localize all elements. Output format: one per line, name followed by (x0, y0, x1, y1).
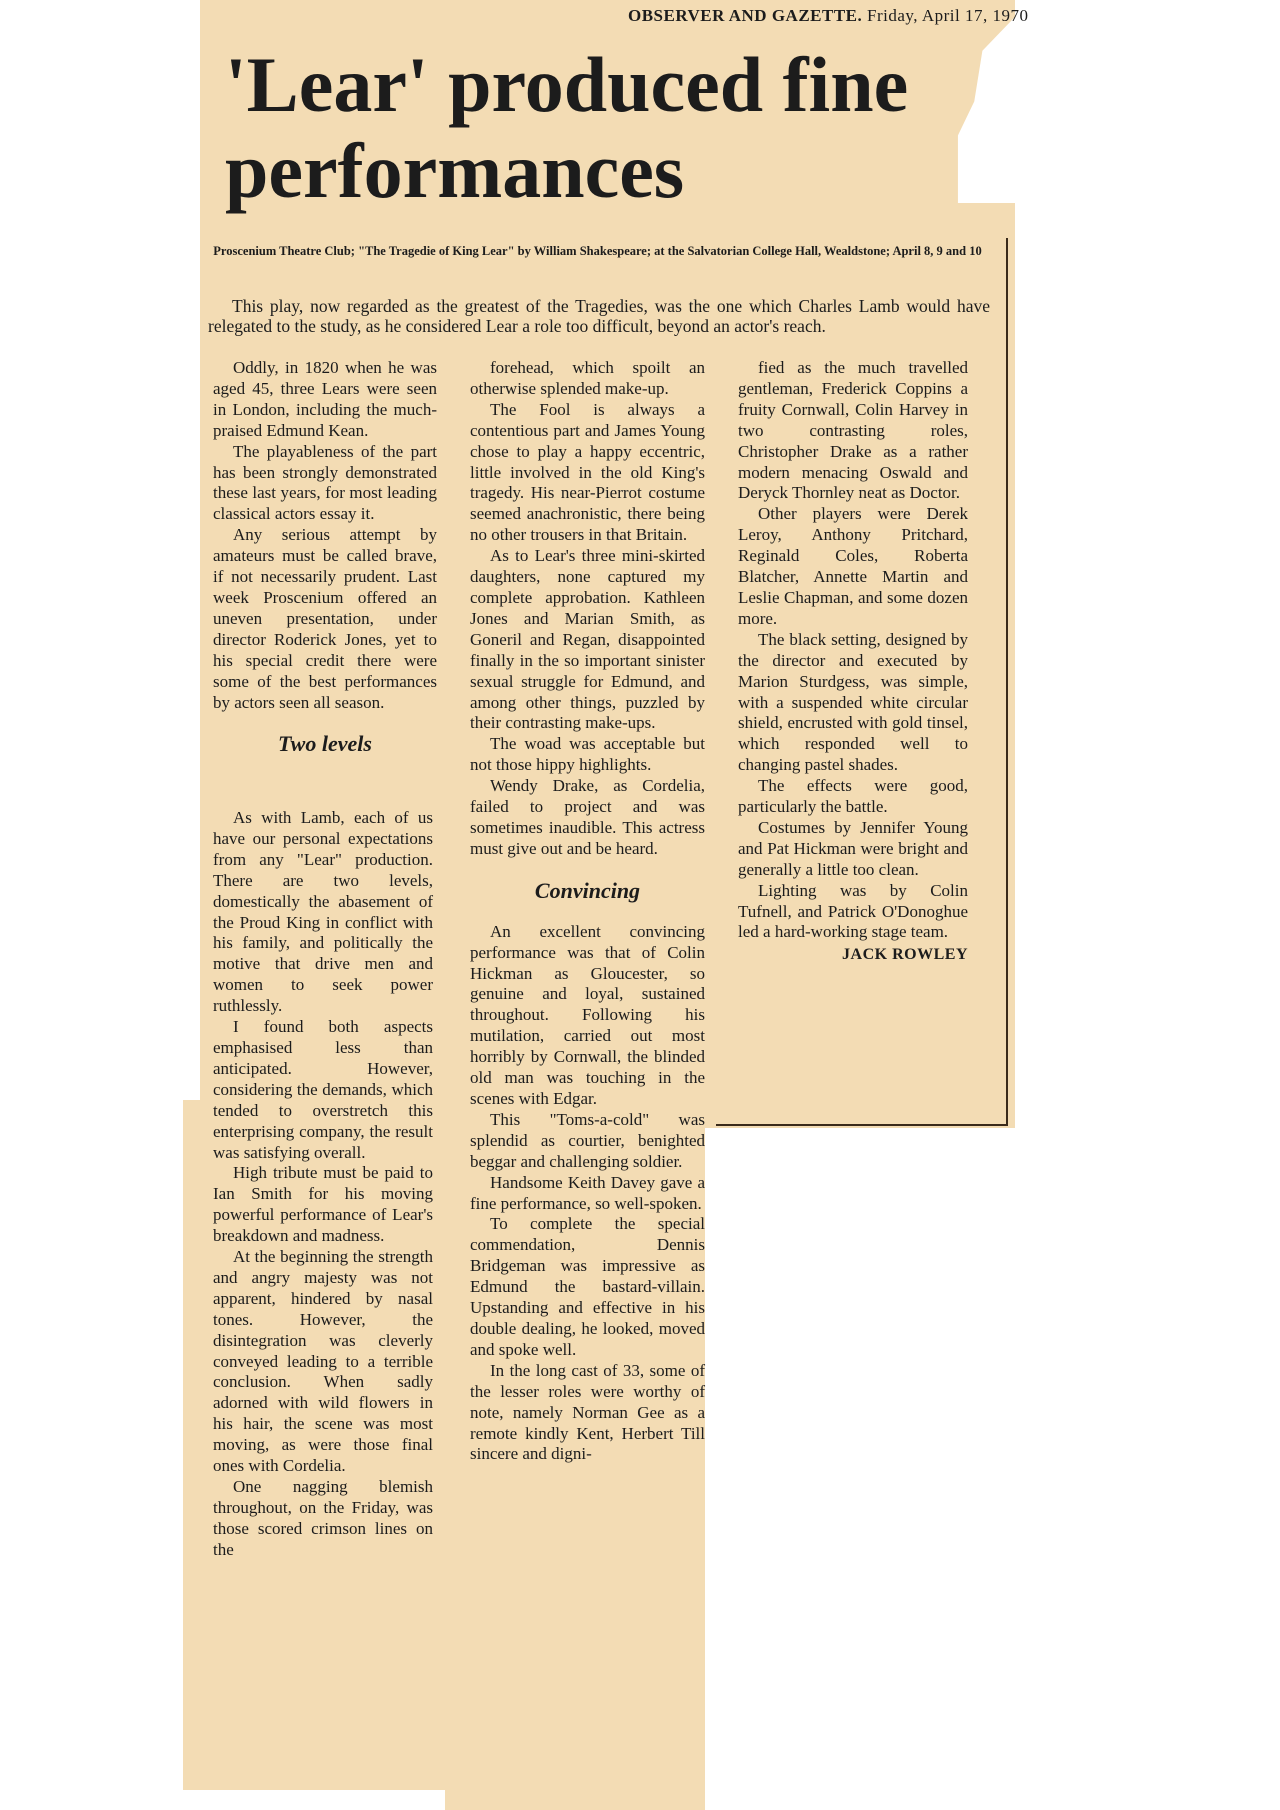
paragraph: I found both aspects emphasised less than anticipated. However, considering the demands, which tended to overstretch this enterprising company, the result was satisfying overall. (213, 1017, 433, 1162)
paragraph: High tribute must be paid to Ian Smith for his moving powerful performance of Lear's breakdown and madness. (213, 1163, 433, 1246)
paragraph: The effects were good, particularly the battle. (738, 776, 968, 817)
paragraph: As to Lear's three mini-skirted daughters, none captured my complete approbation. Kathleen Jones and Marian Smith, as Goneril and Regan, disappointed finally in the so important sinister sexual struggle for Edmund, and among other things, puzzled by their contrasting make-ups. (470, 546, 705, 733)
paragraph: The black setting, designed by the director and executed by Marion Sturdgess, was simple, with a suspended white circular shield, encrusted with gold tinsel, which responded well to changing pastel shades. (738, 629, 968, 775)
paragraph: The Fool is always a contentious part and James Young chose to play a happy eccentric, little involved in the old King's tragedy. His near-Pierrot costume seemed anachronistic, there being no other trousers in that Britain. (470, 399, 705, 545)
paragraph: The woad was acceptable but not those hippy highlights. (470, 734, 705, 775)
paragraph: This "Toms-a-cold" was splendid as courtier, benighted beggar and challenging soldier. (470, 1109, 705, 1171)
paragraph: As with Lamb, each of us have our personal expectations from any "Lear" production. There are two levels, domestically the abasement of the Proud King in conflict with his family, and politically the motive that drive men and women to seek power ruthlessly. (213, 808, 433, 1016)
column-one-top (213, 358, 437, 775)
headline: 'Lear' produced fine performances (225, 41, 909, 214)
paragraph: One nagging blemish throughout, on the Friday, was those scored crimson lines on the (213, 1477, 433, 1559)
paragraph: Costumes by Jennifer Young and Pat Hickman were bright and generally a little too clean. (738, 817, 968, 879)
paragraph: Wendy Drake, as Cordelia, failed to project and was sometimes inaudible. This actress must give out and be heard. (470, 776, 705, 858)
column-two (470, 358, 705, 1465)
paragraph: Any serious attempt by amateurs must be called brave, if not necessarily prudent. Last week Proscenium offered an uneven presentation, under director Roderick Jones, yet to his special credit there were some of the best performances by actors seen all season. (213, 525, 437, 712)
author-byline: JACK ROWLEY (842, 946, 968, 964)
subheading-two-levels: Two levels (278, 731, 372, 757)
paragraph: The playableness of the part has been strongly demonstrated these last years, for most leading classical actors essay it. (213, 441, 437, 524)
paragraph: An excellent convincing performance was that of Colin Hickman as Gloucester, so genuine and loyal, sustained throughout. Following his mutilation, carried out most horribly by Cornwall, the blinded old man was touching in the scenes with Edgar. (470, 921, 705, 1108)
paragraph: At the beginning the strength and angry majesty was not apparent, hindered by nasal tones. However, the disintegration was cleverly conveyed leading to a terrible conclusion. When sadly adorned with wild flowers in his hair, the scene was most moving, as were those final ones with Cordelia. (213, 1247, 433, 1476)
masthead (628, 6, 1108, 26)
paragraph: fied as the much travelled gentleman, Frederick Coppins a fruity Cornwall, Colin Harvey in two contrasting roles, Christopher Drake as a rather modern menacing Oswald and Deryck Thornley neat as Doctor. (738, 358, 968, 503)
lead-paragraph: This play, now regarded as the greatest of the Tragedies, was the one which Charles Lamb would have relegated to the study, as he considered Lear a role too difficult, beyond an actor's reach. (208, 296, 990, 336)
issue-date: Friday, April 17, 1970 (867, 6, 1029, 25)
paragraph: To complete the special commendation, Dennis Bridgeman was impressive as Edmund the bastard-villain. Upstanding and effective in his double dealing, he looked, moved and spoke well. (470, 1214, 705, 1359)
paragraph: Oddly, in 1820 when he was aged 45, three Lears were seen in London, including the much-praised Edmund Kean. (213, 358, 437, 440)
column-one-bottom (213, 808, 433, 1561)
column-rule-bottom (716, 1124, 1008, 1126)
paragraph: Other players were Derek Leroy, Anthony Pritchard, Reginald Coles, Roberta Blatcher, Annette Martin and Leslie Chapman, and some dozen more. (738, 504, 968, 628)
newspaper-name: OBSERVER AND GAZETTE. (628, 6, 863, 25)
production-credit: Proscenium Theatre Club; "The Tragedie of King Lear" by William Shakespeare; at the Salvatorian College Hall, Wealdstone; April 8, 9 and 10 (213, 244, 982, 258)
column-rule-right (1006, 238, 1008, 1126)
paragraph: forehead, which spoilt an otherwise splended make-up. (470, 358, 705, 398)
subheading-convincing: Convincing (534, 877, 641, 903)
paragraph: In the long cast of 33, some of the lesser roles were worthy of note, namely Norman Gee as a remote kindly Kent, Herbert Till sincere and digni- (470, 1360, 705, 1464)
paragraph: Lighting was by Colin Tufnell, and Patrick O'Donoghue led a hard-working stage team. (738, 880, 968, 942)
column-three (738, 358, 968, 966)
paragraph: Handsome Keith Davey gave a fine performance, so well-spoken. (470, 1172, 705, 1213)
